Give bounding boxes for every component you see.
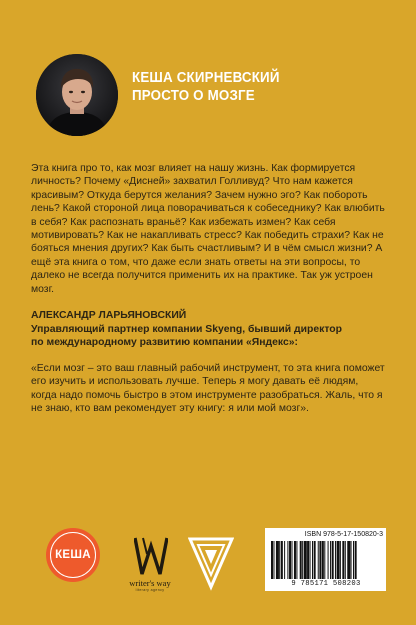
book-title: ПРОСТО О МОЗГЕ <box>132 88 255 104</box>
writers-way-logo <box>120 534 180 594</box>
writers-way-subtitle: literary agency <box>135 588 165 592</box>
barcode-bar <box>279 541 280 579</box>
kesha-logo-ring <box>50 532 96 578</box>
barcode-bar <box>345 541 346 579</box>
barcode-bar <box>353 541 354 579</box>
barcode-bar <box>337 541 340 579</box>
barcode-bar <box>289 541 291 579</box>
barcode-bar <box>292 541 293 579</box>
isbn-number: ISBN 978-5-17-150820-3 <box>304 531 383 538</box>
barcode-bar <box>347 541 350 579</box>
barcode-bar <box>296 541 297 579</box>
barcode-digits: 9 785171 508203 <box>291 580 361 588</box>
barcode-bar <box>322 541 324 579</box>
barcode-bars <box>271 541 380 579</box>
review-quote: «Если мозг – это ваш главный рабочий инструмент, то эта книга поможет его изучить и использовать лучше. Теперь я могу давать её людям, когда надо помочь быстро в этом инструменте разобраться. Жаль, что я не знаю, кто вам рекомендует эту книгу: я или мой мозг». <box>31 363 385 415</box>
kesha-logo <box>46 528 100 582</box>
blurb-paragraph: Эта книга про то, как мозг влияет на нашу жизнь. Как формируется личность? Почему «Дисней» захватил Голливуд? Что нам кажется красивым? Откуда берутся желания? Зачем нужно эго? Как побороть лень? Какой стороной лица поворачиваться к собеседнику? Как влюбить в себя? Как распознать враньё? Как избежать измен? Как себя мотивировать? Как не накапливать стресс? Как победить страхи? Как не бояться мнения других? Как быть счастливым? И в чём смысл жизни? А ещё эта книга о том, что даже если знать ответы на эти вопросы, то далеко не всегда получится применить их на практике. Так уж устроен мозг. <box>31 163 385 295</box>
kesha-logo-text: КЕША <box>55 549 91 561</box>
barcode-bar <box>271 541 273 579</box>
barcode-bar <box>314 541 316 579</box>
barcode-bar <box>332 541 334 579</box>
reviewer-role: Управляющий партнер компании Skyeng, бывший директор по международному развитию компании «Яндекс»: <box>31 324 342 349</box>
barcode-bar <box>312 541 313 579</box>
barcode-bar <box>324 541 325 579</box>
barcode-bar <box>355 541 357 579</box>
barcode-bar <box>307 541 309 579</box>
w-monogram-icon <box>134 536 168 576</box>
barcode-bar <box>304 541 307 579</box>
barcode-block <box>265 528 386 591</box>
barcode-bar <box>328 541 329 579</box>
barcode-bar <box>302 541 303 579</box>
title-block <box>132 69 292 105</box>
barcode-bar <box>287 541 288 579</box>
barcode-bar <box>276 541 279 579</box>
v-triangle-icon <box>188 535 234 591</box>
barcode-bar <box>300 541 302 579</box>
barcode-bar <box>351 541 352 579</box>
barcode-bar <box>294 541 296 579</box>
barcode-bar <box>310 541 311 579</box>
author-portrait <box>36 54 118 136</box>
barcode-bar <box>281 541 283 579</box>
reviewer-name: АЛЕКСАНДР ЛАРЬЯНОВСКИЙ <box>31 310 187 321</box>
barcode-bar <box>273 541 274 579</box>
barcode-bar <box>284 541 285 579</box>
barcode-bar <box>330 541 331 579</box>
writers-way-name: writer's way <box>129 578 171 588</box>
barcode-bar <box>318 541 319 579</box>
barcode-bar <box>335 541 336 579</box>
barcode-bar <box>342 541 344 579</box>
author-name: КЕША СКИРНЕВСКИЙ <box>132 70 280 86</box>
barcode-bar <box>319 541 321 579</box>
blurb-text <box>31 162 385 296</box>
barcode-bar <box>340 541 341 579</box>
